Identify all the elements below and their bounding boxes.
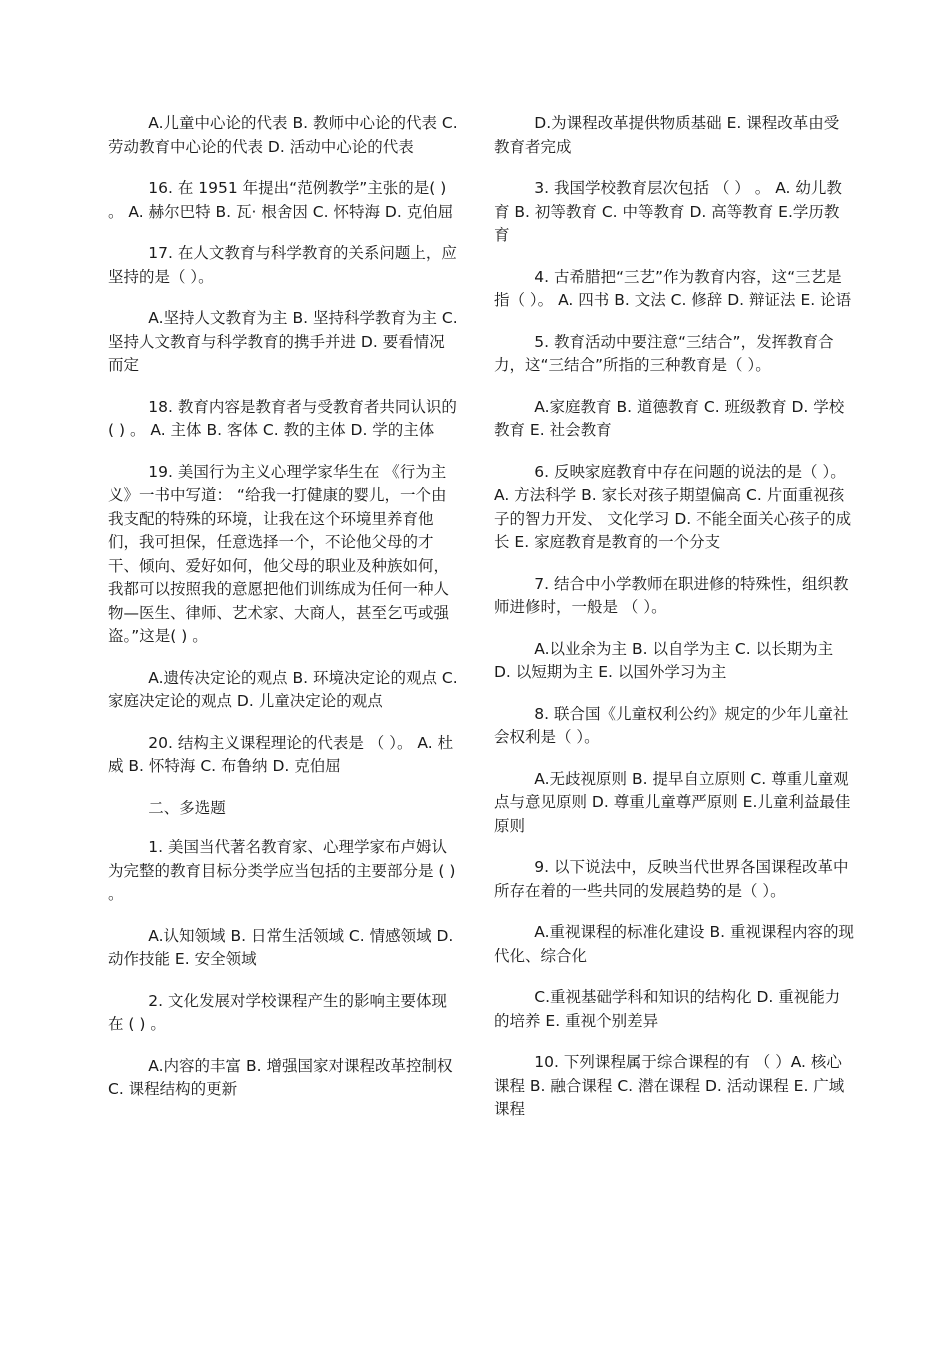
multi-question-2-options: A.内容的丰富 B. 增强国家对课程改革控制权 C. 课程结构的更新 (108, 1056, 453, 1098)
multi-question-4: 4. 古希腊把“三艺”作为教育内容，这“三艺是指（ ）。 A. 四书 B. 文法 C. 修辞 D. 辩证法 E. 论语 (494, 267, 852, 309)
question-20: 20. 结构主义课程理论的代表是 （ ）。 A. 杜威 B. 怀特海 C. 布鲁纳 D. 克伯屈 (108, 733, 454, 775)
multi-question-7-options: A.以业余为主 B. 以自学为主 C. 以长期为主 D. 以短期为主 E. 以国外学习为主 (494, 639, 834, 681)
question-17: 17. 在人文教育与科学教育的关系问题上，应坚持的是（ ）。 (108, 244, 457, 286)
multi-question-2-options-cont: D.为课程改革提供物质基础 E. 课程改革由受教育者完成 (494, 114, 840, 156)
multi-question-6: 6. 反映家庭教育中存在问题的说法的是（ ）。 A. 方法科学 B. 家长对孩子期望偏高 C. 片面重视孩子的智力开发、 文化学习 D. 不能全面关心孩子的成长 E. 家庭教育是教育的一个分支 (494, 462, 852, 551)
question-18: 18. 教育内容是教育者与受教育者共同认识的( ) 。 A. 主体 B. 客体 C. 教的主体 D. 学的主体 (108, 397, 457, 439)
multi-question-9-options-c: C.重视基础学科和知识的结构化 D. 重视能力的培养 E. 重视个别差异 (494, 988, 841, 1030)
multi-question-2: 2. 文化发展对学校课程产生的影响主要体现在 ( ) 。 (108, 991, 448, 1033)
question-19: 19. 美国行为主义心理学家华生在 《行为主义》一书中写道： “给我一打健康的婴儿，一个由我支配的特殊的环境，让我在这个环境里养育他们，我可担保，任意选择一个，不论他父母的才干、倾向、爱好如何，他父母的职业及种族如何，我都可以按照我的意愿把他们训练成为任何一种人物—医生、律师、艺术家、大商人，甚至乞丐或强盗。”这是( ) 。 (108, 462, 450, 645)
question-19-options: A.遗传决定论的观点 B. 环境决定论的观点 C. 家庭决定论的观点 D. 儿童决定论的观点 (108, 668, 458, 710)
multi-question-8-options: A.无歧视原则 B. 提早自立原则 C. 尊重儿童观点与意见原则 D. 尊重儿童尊严原则 E.儿童利益最佳原则 (494, 769, 851, 835)
paragraph: A.儿童中心论的代表 B. 教师中心论的代表 C. 劳动教育中心论的代表 D. 活动中心论的代表 (108, 114, 458, 156)
section-heading: 二、多选题 (148, 798, 226, 817)
multi-question-5: 5. 教育活动中要注意“三结合”，发挥教育合力，这“三结合”所指的三种教育是（ ）。 (494, 332, 834, 374)
multi-question-3: 3. 我国学校教育层次包括 （ ） 。 A. 幼儿教育 B. 初等教育 C. 中等教育 D. 高等教育 E.学历教育 (494, 179, 842, 244)
multi-question-9: 9. 以下说法中，反映当代世界各国课程改革中所存在着的一些共同的发展趋势的是（ ）。 (494, 858, 849, 900)
left-column (108, 112, 460, 1120)
multi-question-10: 10. 下列课程属于综合课程的有 （ ）A. 核心课程 B. 融合课程 C. 潜在课程 D. 活动课程 E. 广域课程 (494, 1053, 845, 1118)
multi-question-8: 8. 联合国《儿童权利公约》规定的少年儿童社会权利是（ ）。 (494, 704, 849, 746)
multi-question-9-options-a: A.重视课程的标准化建设 B. 重视课程内容的现代化、综合化 (494, 923, 854, 965)
multi-question-7: 7. 结合中小学教师在职进修的特殊性，组织教师进修时，一般是 （ ）。 (494, 574, 849, 616)
question-16: 16. 在 1951 年提出“范例教学”主张的是( ) 。 A. 赫尔巴特 B. 瓦· 根舍因 C. 怀特海 D. 克伯屈 (108, 179, 454, 221)
right-column (494, 112, 854, 1140)
multi-question-1: 1. 美国当代著名教育家、心理学家布卢姆认为完整的教育目标分类学应当包括的主要部分是 ( ) 。 (108, 838, 456, 903)
multi-question-5-options: A.家庭教育 B. 道德教育 C. 班级教育 D. 学校教育 E. 社会教育 (494, 397, 845, 439)
multi-question-1-options: A.认知领域 B. 日常生活领域 C. 情感领域 D. 动作技能 E. 安全领域 (108, 926, 454, 968)
question-17-options: A.坚持人文教育为主 B. 坚持科学教育为主 C. 坚持人文教育与科学教育的携手并进 D. 要看情况而定 (108, 309, 458, 374)
